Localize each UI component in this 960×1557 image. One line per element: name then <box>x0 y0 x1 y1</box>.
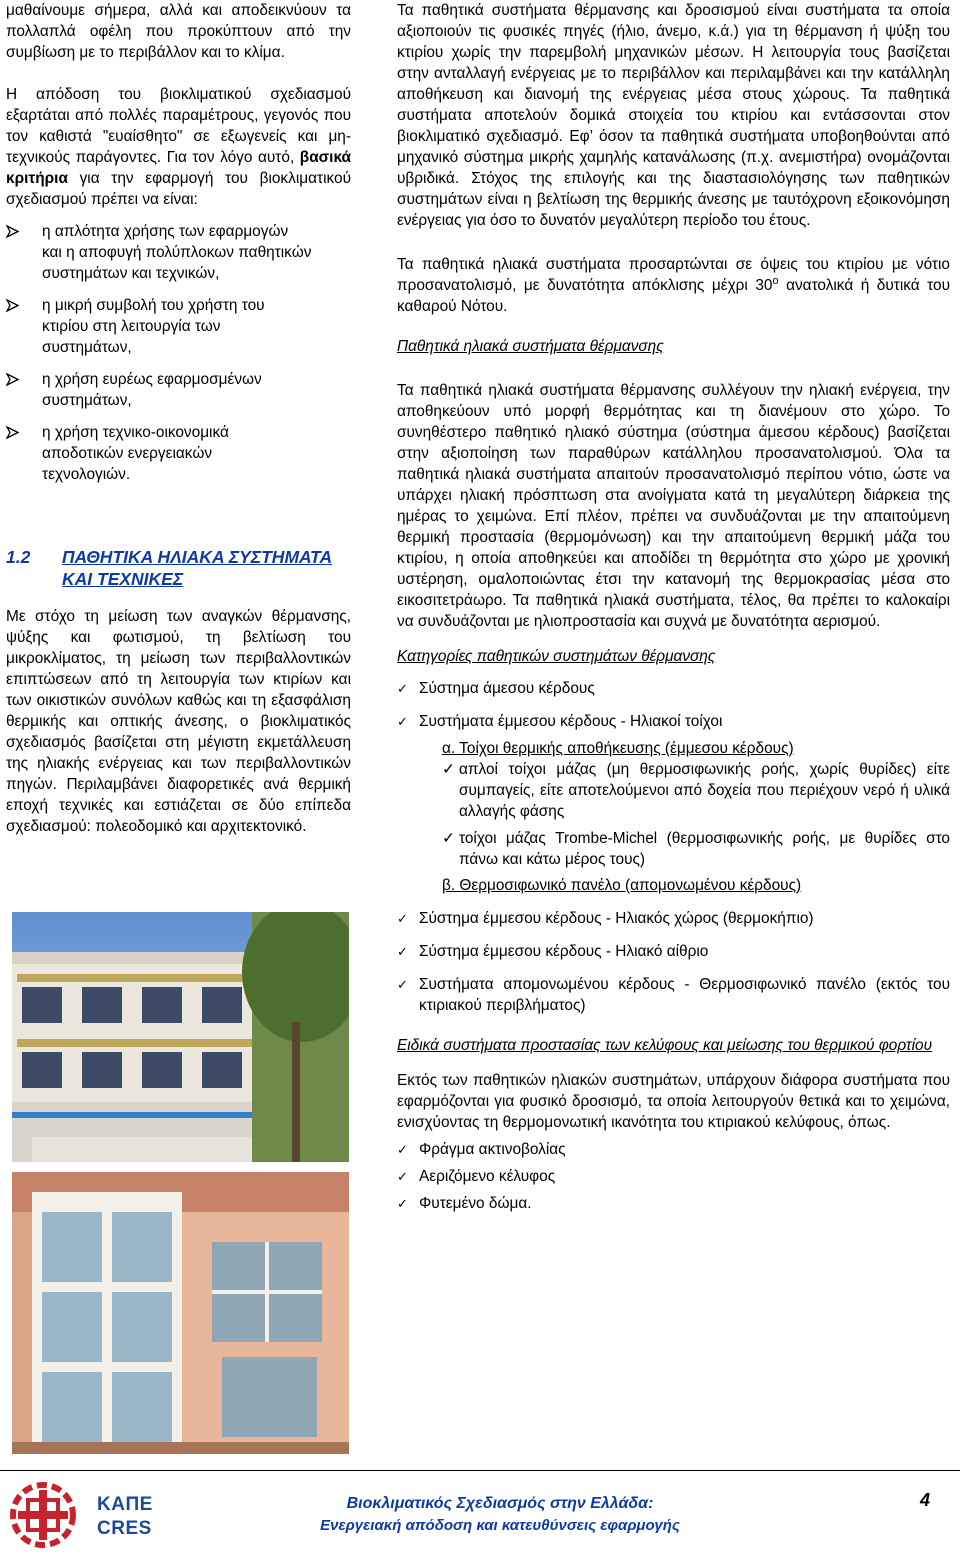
list-item <box>397 678 950 699</box>
special-text: Αεριζόμενο κέλυφος <box>419 1168 556 1185</box>
heading-special-systems: Ειδικά συστήματα προστασίας των κελύφους και μείωσης του θερμικού φορτίου <box>397 1037 933 1054</box>
check-icon: ✓ <box>442 830 455 847</box>
list-item <box>6 295 351 358</box>
category-text: Συστήματα απομονωμένου κέρδους - Θερμοσιφωνικό πανέλο (εκτός του κτιριακού περιβλήματος) <box>419 976 950 1014</box>
list-item <box>6 369 351 411</box>
list-item <box>6 221 351 284</box>
school-building-photo <box>12 912 349 1162</box>
para2-bold: βασικά κριτήρια <box>6 149 351 187</box>
logo-kape: ΚΑΠΕ <box>97 1494 153 1515</box>
bullet-text: η χρήση τεχνικο-οικονομικά αποδοτικών ενεργειακών τεχνολογιών. <box>42 424 229 483</box>
tick-bullet-icon: ✓ <box>397 681 408 696</box>
logo-cres: CRES <box>97 1518 152 1539</box>
tick-bullet-icon: ✓ <box>397 977 408 992</box>
list-item <box>397 1193 950 1214</box>
degree-sup: ο <box>772 274 779 287</box>
check-text: απλοί τοίχοι μάζας (μη θερμοσιφωνικής ροής, χωρίς θυρίδες) είτε συμπαγείς, είτε αποτελούμενοι από δοχεία που περιέχουν νερό ή υλικά αλλαγής φάσης <box>459 761 950 820</box>
section-number: 1.2 <box>6 547 31 567</box>
page-number: 4 <box>920 1490 931 1510</box>
list-item <box>397 941 950 962</box>
tick-bullet-icon: ✓ <box>397 911 408 926</box>
tick-bullet-icon: ✓ <box>397 1142 408 1157</box>
wall-types-list <box>397 759 950 870</box>
list-item <box>397 1166 950 1187</box>
right-paragraph-2 <box>397 254 950 317</box>
left-paragraph-1: μαθαίνουμε σήμερα, αλλά και αποδεικνύουν τα πολλαπλά οφέλη που προκύπτουν από την συμβίωση με το περιβάλλον και το κλίμα. <box>6 2 351 61</box>
para2-text: Τα παθητικά ηλιακά συστήματα προσαρτώνται σε όψεις του κτιρίου με νότιο προσανατολισμό, με δυνατότητα απόκλισης μέχρι 30 <box>397 256 950 294</box>
special-systems-list <box>397 1139 950 1214</box>
list-item <box>6 422 351 485</box>
check-text: τοίχοι μάζας Trombe-Michel (θερμοσιφωνικής ροής, με θυρίδες στο πάνω και κάτω μέρος τους) <box>459 830 950 868</box>
tick-bullet-icon: ✓ <box>397 944 408 959</box>
tick-bullet-icon: ✓ <box>397 1196 408 1211</box>
subcategory-b: β. Θερμοσιφωνικό πανέλο (απομονωμένου κέρδους) <box>442 877 802 894</box>
categories-list-2 <box>397 908 950 1016</box>
bullet-text: η απλότητα χρήσης των εφαρμογών και η αποφυγή πολύπλοκων παθητικών συστημάτων και τεχνικών, <box>42 223 312 282</box>
category-text: Σύστημα έμμεσου κέρδους - Ηλιακός χώρος (θερμοκήπιο) <box>419 910 814 927</box>
list-item <box>397 1139 950 1160</box>
footer-title: Βιοκλιματικός Σχεδιασμός στην Ελλάδα: <box>346 1495 654 1512</box>
special-text: Φράγμα ακτινοβολίας <box>419 1141 566 1158</box>
list-item <box>442 828 950 870</box>
para2-text-a: Η απόδοση του βιοκλιματικού σχεδιασμού εξαρτάται από πολλές παραμέτρους, γεγονός που τον καθιστά "ευαίσθητο" σε εξωγενείς και μη-τεχνικούς παράγοντες. Για τον λόγο αυτό, <box>6 86 351 166</box>
arrow-bullet-icon <box>6 422 22 443</box>
list-item <box>397 974 950 1016</box>
right-paragraph-1: Τα παθητικά συστήματα θέρμανσης και δροσισμού είναι συστήματα τα οποία αξιοποιούν τις φυσικές πηγές (ήλιο, άνεμο, κ.ά.) για τη θέρμανση ή ψύξη του κτιρίου χωρίς την παρεμβολή μηχανικών μέσων. Η λειτουργία τους βασίζεται στην ανταλλαγή ενέργειας με το περιβάλλον και περιλαμβάνει και την κατάλληλη αποθήκευση και διανομή της ενέργειας μέσα στους χώρους. Τα παθητικά συστήματα αποτελούν δομικά στοιχεία του κτιρίου και εντάσσονται στον βιοκλιματικό σχεδιασμό. Εφ’ όσον τα παθητικά συστήματα υποβοηθούνται από μηχανικό σύστημα μικρής χαμηλής κατανάλωσης (π.χ. ανεμιστήρα) ονομάζονται υβριδικά. Στόχος της επιλογής και της διαστασιολόγησης των παθητικών συστημάτων είναι η βελτίωση της θερμικής άνεσης με ταυτόχρονη εξοικονόμηση ενέργειας για όσο το δυνατόν μεγαλύτερη περίοδο του έτους. <box>397 2 950 229</box>
subcategory-a: α. Τοίχοι θερμικής αποθήκευσης (έμμεσου κέρδους) <box>442 740 794 757</box>
arrow-bullet-icon <box>6 295 22 316</box>
category-text: Συστήματα έμμεσου κέρδους - Ηλιακοί τοίχοι <box>419 713 723 730</box>
category-text: Σύστημα έμμεσου κέρδους - Ηλιακό αίθριο <box>419 943 709 960</box>
left-column <box>6 0 351 496</box>
check-icon: ✓ <box>442 761 455 778</box>
criteria-list <box>6 221 351 485</box>
right-paragraph-3: Τα παθητικά ηλιακά συστήματα θέρμανσης συλλέγουν την ηλιακή ενέργεια, την αποθηκεύουν υπό μορφή θερμότητας και τη διανέμουν στο χώρο. Το συνηθέστερο παθητικό ηλιακό σύστημα (σύστημα άμεσου κέρδους) βασίζεται στην αξιοποίηση των παραθύρων κατάλληλου προσανατολισμού. Όλα τα παθητικά ηλιακά συστήματα απαιτούν προσανατολισμό περίπου νότιο, ώστε να υπάρχει ηλιακή πρόσπτωση στα ανοίγματα κατά τη μεγαλύτερη διάρκεια της ημέρας το χειμώνα. Επί πλέον, πρέπει να συνδυάζονται με την απαιτούμενη θερμική προστασία (θερμομόνωση) και την απαιτούμενη θερμική μάζα του κτιρίου, η οποία αποθηκεύει και αποδίδει τη θερμότητα στο χώρο με χρονική υστέρηση, ομαλοποιώντας έτσι την κατανομή της θερμοκρασίας μέσα στο εικοσιτετράωρο. Τα παθητικά ηλιακά συστήματα, τέλος, θα πρέπει το καλοκαίρι να συνδυάζονται με ηλιοπροστασία και συχνά με δυνατότητα αερισμού. <box>397 382 950 630</box>
footer-subtitle: Ενεργειακή απόδοση και κατευθύνσεις εφαρμογής <box>320 1517 680 1534</box>
bullet-text: η μικρή συμβολή του χρήστη του κτιρίου στη λειτουργία των συστημάτων, <box>42 297 265 356</box>
bullet-text: η χρήση ευρέως εφαρμοσμένων συστημάτων, <box>42 371 262 409</box>
arrow-bullet-icon <box>6 221 22 242</box>
category-text: Σύστημα άμεσου κέρδους <box>419 680 595 697</box>
list-item <box>397 711 950 732</box>
tick-bullet-icon: ✓ <box>397 1169 408 1184</box>
special-text: Φυτεμένο δώμα. <box>419 1195 532 1212</box>
categories-list <box>397 678 950 732</box>
heading-categories: Κατηγορίες παθητικών συστημάτων θέρμανσης <box>397 648 716 665</box>
right-column <box>397 0 950 1214</box>
arrow-bullet-icon <box>6 369 22 390</box>
tick-bullet-icon: ✓ <box>397 714 408 729</box>
footer-divider <box>0 1470 960 1471</box>
left-paragraph-3: Με στόχο τη μείωση των αναγκών θέρμανσης, ψύξης και φωτισμού, τη βελτίωση του μικροκλίματος, τη μείωση των περιβαλλοντικών επιπτώσεων από τη λειτουργία των κτιρίων και των οικιστικών συνόλων καθώς και τη εξασφάλιση θερμικής και οπτικής άνεσης, ο βιοκλιματικός σχεδιασμός βασίζεται στη μέγιστη εκμετάλλευση της ηλιακής ενέργειας και των περιβαλλοντικών πηγών. Περιλαμβάνει διαφορετικές ανά θερμική εποχή τεχνικές και εστιάζεται σε δύο επίπεδα σχεδιασμού: πολεοδομικό και αρχιτεκτονικό. <box>6 608 351 835</box>
right-paragraph-4: Εκτός των παθητικών ηλιακών συστημάτων, υπάρχουν διάφορα συστήματα που εφαρμόζονται για φυσικό δροσισμό, τα οποία λειτουργούν θετικά και το χειμώνα, ενισχύοντας τη θερμομονωτική ικανότητα του κτιριακού κελύφους, όπως. <box>397 1072 950 1131</box>
section-heading <box>6 546 351 590</box>
list-item <box>397 908 950 929</box>
section-title: ΠΑΘΗΤΙΚΑ ΗΛΙΑΚΑ ΣΥΣΤΗΜΑΤΑ ΚΑΙ ΤΕΧΝΙΚΕΣ <box>62 547 333 589</box>
heading-passive-solar: Παθητικά ηλιακά συστήματα θέρμανσης <box>397 338 664 355</box>
glazed-facade-photo <box>12 1172 349 1454</box>
left-paragraph-2 <box>6 84 351 210</box>
list-item <box>442 759 950 822</box>
para2-end: ανατολικά ή δυτικά του καθαρού Νότου. <box>397 277 950 315</box>
cres-logo-icon <box>10 1482 90 1548</box>
para2-text-b: για την εφαρμογή του βιοκλιματικού σχεδιασμού πρέπει να είναι: <box>6 170 351 208</box>
